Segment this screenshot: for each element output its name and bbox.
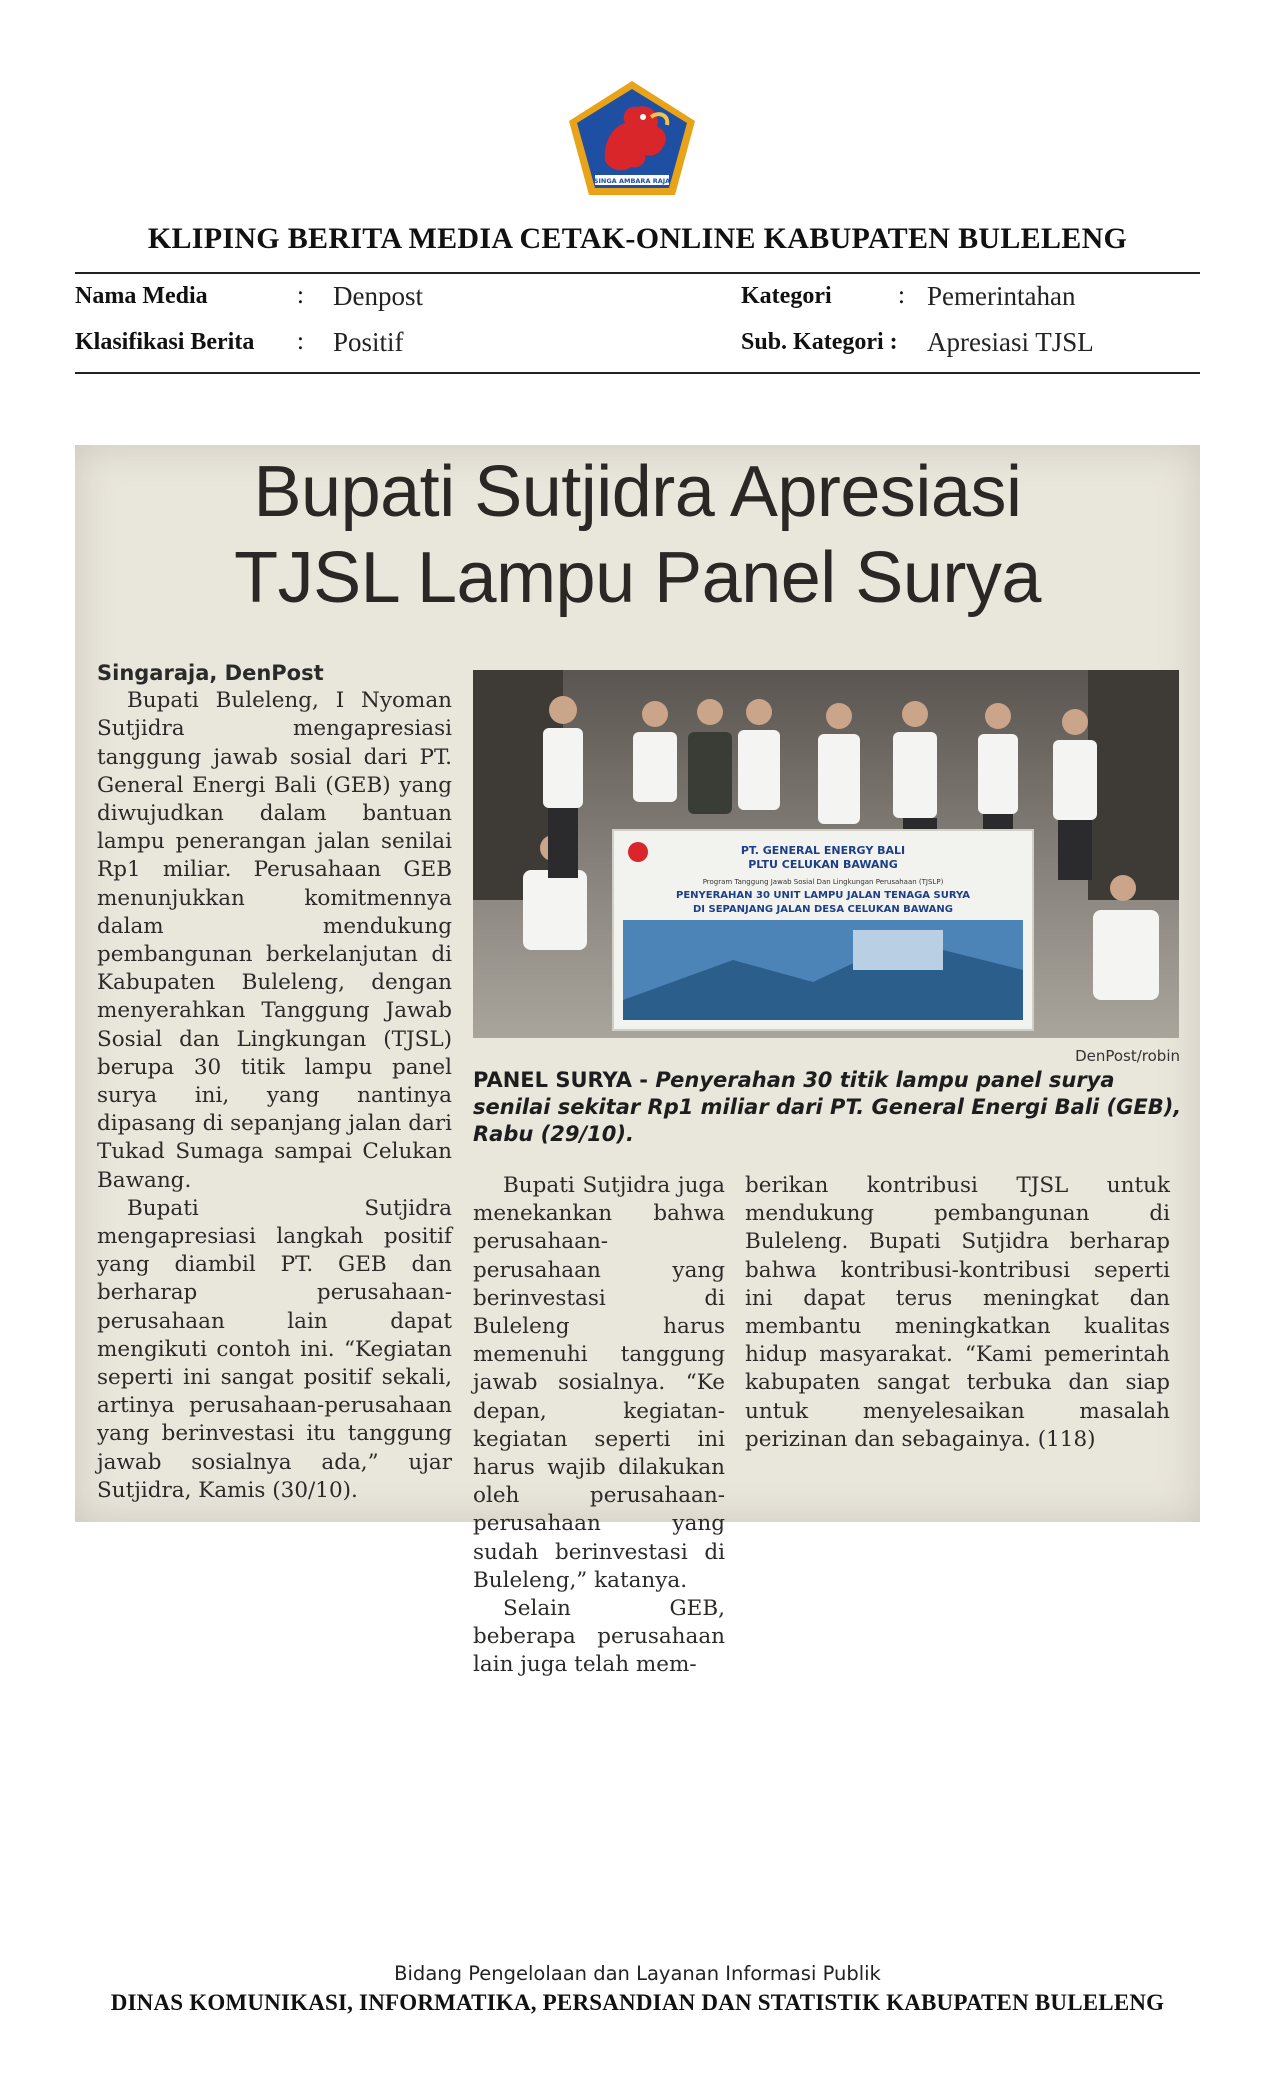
banner-line-1: PENYERAHAN 30 UNIT LAMPU JALAN TENAGA SURYA (675, 890, 971, 901)
klasifikasi-label: Klasifikasi Berita (75, 329, 255, 355)
media-label: Nama Media (75, 283, 208, 309)
banner-program: Program Tanggung Jawab Sosial Dan Lingkungan Perusahaan (TJSLP) (702, 878, 944, 886)
paragraph: berikan kontribusi TJSL untuk mendukung pembangunan di Buleleng. Bupati Sutjidra berharap bahwa kontribusi-kontribusi seperti ini dapat terus meningkat dan membantu meningkatkan kualitas hidup masyarakat. “Kami pemerintah kabupaten sangat terbuka dan siap untuk menyelesaikan masalah perizinan dan sebagainya. (118) (745, 1173, 1170, 1452)
klasifikasi-sep: : (297, 328, 304, 355)
paragraph: Bupati Buleleng, I Nyoman Sutjidra mengapresiasi tanggung jawab sosial dari PT. General Energi Bali (GEB) yang diwujudkan dalam bantuan lampu penerangan jalan senilai Rp1 miliar. Perusahaan GEB menunjukkan komitmennya dalam mendukung pembangunan berkelanjutan di Kabupaten Buleleng, dengan menyerahkan Tanggung Jawab Sosial dan Lingkungan (TJSL) berupa 30 titik lampu panel surya ini, yang nantinya dipasang di sepanjang jalan dari Tukad Sumaga sampai Celukan Bawang. (97, 688, 452, 1193)
banner-site: PLTU CELUKAN BAWANG (748, 858, 898, 871)
media-value: Denpost (333, 281, 423, 311)
news-photo (473, 670, 1179, 1038)
sub-kategori-label: Sub. Kategori : (741, 329, 898, 355)
paragraph: Selain GEB, beberapa perusahaan lain juga telah mem- (473, 1596, 725, 1678)
paragraph: Bupati Sutjidra mengapresiasi langkah positif yang diambil PT. GEB dan berharap perusahaan-perusahaan lain dapat mengikuti contoh ini. “Kegiatan seperti ini sangat positif sekali, artinya perusahaan-perusahaan yang berinvestasi itu tanggung jawab sosialnya ada,” ujar Sutjidra, Kamis (30/10). (97, 1195, 452, 1503)
lion-emblem-icon (565, 77, 699, 199)
klasifikasi-value: Positif (333, 327, 404, 357)
footer-agency: DINAS KOMUNIKASI, INFORMATIKA, PERSANDIAN DAN STATISTIK KABUPATEN BULELENG (110, 1990, 1165, 2015)
banner-line-2: DI SEPANJANG JALAN DESA CELUKAN BAWANG (692, 904, 954, 915)
headline-line-2: TJSL Lampu Panel Surya (234, 538, 1041, 618)
headline-line-1: Bupati Sutjidra Apresiasi (253, 452, 1022, 532)
dateline: Singaraja, DenPost (97, 661, 324, 685)
photo-credit: DenPost/robin (1075, 1047, 1180, 1065)
article-column-1 (97, 659, 452, 1505)
media-sep: : (297, 282, 304, 309)
news-clipping (75, 445, 1200, 1678)
kategori-sep: : (898, 282, 905, 309)
paragraph: Bupati Sutjidra juga menekankan bahwa perusahaan-perusahaan yang berinvestasi di Buleleng harus memenuhi tanggung jawab sosialnya. “Ke depan, kegiatan-kegiatan seperti ini harus wajib dilakukan oleh perusahaan-perusahaan yang sudah berinvestasi di Buleleng,” katanya. (473, 1173, 725, 1593)
divider-bottom (75, 372, 1200, 374)
footer-department: Bidang Pengelolaan dan Layanan Informasi Publik (394, 1962, 881, 1985)
article-column-3 (745, 1172, 1170, 1454)
sub-kategori-value: Apresiasi TJSL (927, 327, 1094, 357)
emblem-motto: SINGA AMBARA RAJA (593, 177, 671, 185)
kategori-label: Kategori (741, 283, 832, 309)
banner-company: PT. GENERAL ENERGY BALI (740, 844, 906, 857)
page-title: KLIPING BERITA MEDIA CETAK-ONLINE KABUPATEN BULELENG (147, 222, 1128, 255)
photo-caption: PANEL SURYA - Penyerahan 30 titik lampu panel surya senilai sekitar Rp1 miliar dari PT. General Energi Bali (GEB), Rabu (29/10). (473, 1068, 1182, 1146)
divider-top (75, 272, 1200, 274)
kategori-value: Pemerintahan (927, 281, 1076, 311)
article-column-2 (473, 1172, 725, 1680)
